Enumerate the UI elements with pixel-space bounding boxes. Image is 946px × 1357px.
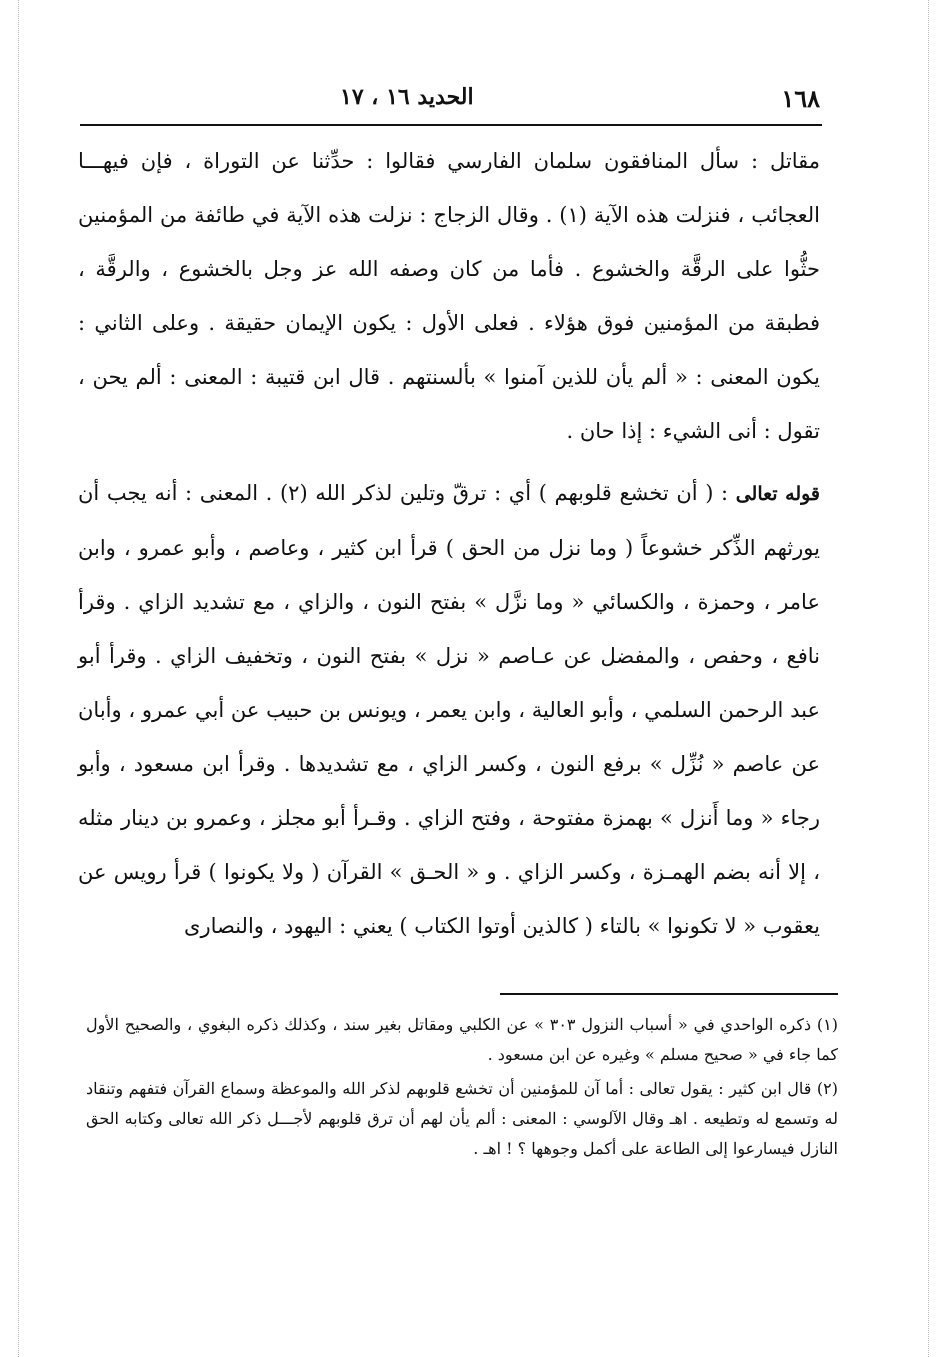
page-number: ١٦٨	[781, 84, 820, 113]
main-text	[78, 134, 820, 953]
footnotes	[86, 1010, 838, 1164]
right-margin-dots	[928, 0, 930, 1357]
footnote-rule	[500, 993, 838, 995]
footnote-2: (٢) قال ابن كثير : يقول تعالى : أما آن للمؤمنين أن تخشع قلوبهم لذكر الله والموعظة وسماع القرآن فتفهم وتنقاد له وتسمع له وتطيعه . اهـ وقال الآلوسي : المعنى : ألم يأن لهم أن ترق قلوبهم لأجـــل ذكر الله تعالى وكتابه الحق النازل فيسارعوا إلى الطاعة على أكمل وجوهها ؟ ! اهـ .	[86, 1079, 838, 1158]
left-margin-dots	[18, 0, 20, 1357]
footnote-1: (١) ذكره الواحدي في « أسباب النزول ٣٠٣ » عن الكلبي ومقاتل بغير سند ، وكذلك ذكره البغوي ، والصحيح الأول كما جاء في « صحيح مسلم » وغيره عن ابن مسعود .	[86, 1015, 839, 1064]
page-header	[90, 78, 820, 122]
paragraph-1: مقاتل : سأل المنافقون سلمان الفارسي فقالوا : حدِّثنا عن التوراة ، فإن فيهـــا العجائب ، فنزلت هذه الآية (١) . وقال الزجاج : نزلت هذه الآية في طائفة من المؤمنين حثُّوا على الرقَّة والخشوع . فأما من كان وصفه الله عز وجل بالخشوع ، والرقَّة ، فطبقة من المؤمنين فوق هؤلاء . فعلى الأول : يكون الإيمان حقيقة . وعلى الثاني : يكون المعنى : « ألم يأن للذين آمنوا » بألسنتهم . قال ابن قتيبة : المعنى : ألم يحن ، تقول : أنى الشيء : إذا حان .	[78, 149, 820, 443]
paragraph-2	[78, 466, 820, 953]
paragraph-2-lead: قوله تعالى	[735, 483, 821, 505]
header-rule	[80, 124, 822, 126]
paragraph-2-text: : ( أن تخشع قلوبهم ) أي : ترقّ وتلين لذكر الله (٢) . المعنى : أنه يجب أن يورثهم الذِّكر خشوعاً ( وما نزل من الحق ) قرأ ابن كثير ، وعاصم ، وأبو عمرو ، وابن عامر ، وحمزة ، والكسائي « وما نزَّل » بفتح النون ، والزاي ، مع تشديد الزاي . وقرأ نافع ، وحفص ، والمفضل عن عـاصم « نزل » بفتح النون ، وتخفيف الزاي . وقرأ أبو عبد الرحمن السلمي ، وأبو العالية ، وابن يعمر ، ويونس بن حبيب عن أبي عمرو ، وأبان عن عاصم « نُزِّل » برفع النون ، وكسر الزاي ، مع تشديدها . وقرأ ابن مسعود ، وأبو رجاء « وما أَنزل » بهمزة مفتوحة ، وفتح الزاي . وقـرأ أبو مجلز ، وعمرو بن دينار مثله ، إلا أنه بضم الهمـزة ، وكسر الزاي . و « الحـق » القرآن ( ولا يكونوا ) قرأ رويس عن يعقوب « لا تكونوا » بالتاء ( كالذين أوتوا الكتاب ) يعني : اليهود ، والنصارى	[78, 481, 820, 938]
running-title: الحديد ١٦ ، ١٧	[340, 84, 474, 110]
